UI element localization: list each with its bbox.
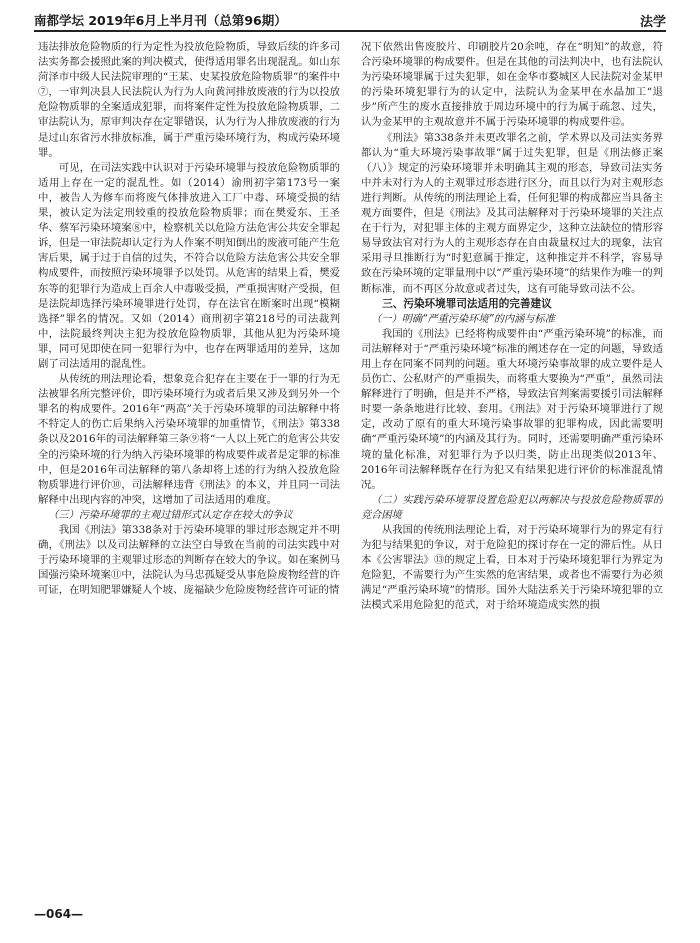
- left-paragraph: 从传统的刑法理论看，想象竞合犯存在主要在于一罪的行为无法被罪名所完整评价，即污染环境行为或者后果又涉及到另外一个罪名的构成要件。2016年“两高”关于污染环境罪的司法解释中将不特定人的伤亡后果纳入污染环境罪的加重情节，《刑法》第338条以及2016年的司法解释第三条⑨将“一人以上死亡的危害公共安全的污染环境的行为纳入污染环境罪的构成要件或者是定罪的标准中，但是2016年司法解释的第八条却将上述的行为纳入投放危险物质罪进行评价⑩，司法解释违背《刑法》的本义，并且同一司法解释中出现内容的冲突，这增加了司法适用的难度。: [38, 373, 340, 506]
- right-section-heading: 三、污染环境罪司法适用的完善建议: [382, 297, 552, 310]
- left-column: [38, 40, 340, 900]
- right-paragraph: 我国的《刑法》已经将构成要件由“严重污染环境”的标准，而司法解释对于“严重污染环境”标准的阐述存在一定的问题，导致适用上存在同案不同判的问题。重大环境污染事故罪的成立要件是人员伤亡、公私财产的严重损失，而将重大要换为“严重”，虽然司法解释进行了明确，但是并不严格，导致法官判案需要援引司法解释时要一条条地进行比较、套用。《刑法》对于污染环境罪进行了规定，改动了原有的重大环境污染事故罪的犯罪构成，因此需要明确“严重污染环境”的内涵及其行为。同时，还需要明确严重污染环境的量化标准，对犯罪行为予以归类，防止出现类似2013年、2016年司法解释既存在行为犯又有结果犯进行评价的标准混乱情况。: [361, 327, 663, 491]
- right-paragraph: 况下依然出售废胶片、印刷胶片20余吨，存在“明知”的故意，符合污染环境罪的构成要件。但是在其他的司法判决中，也有法院认为污染环境罪属于过失犯罪，如在金华市婺城区人民法院对金某甲的污染环境犯罪行为的认定中，法院认为金某甲在水晶加工“退步”所产生的废水直接排放于周边环境中的行为属于疏忽、过失，认为金某甲的主观故意并不属于污染环境罪的构成要件⑫。: [361, 41, 663, 129]
- left-paragraph: 违法排放危险物质的行为定性为投放危险物质，导致后续的许多司法实务都会援照此案的判决模式，使得适用罪名出现混乱。如山东菏泽市中级人民法院审理的“王某、史某投放危险物质罪”的案件中⑦，一审判决县人民法院认为行为人向黄河排放废液的行为以投放危险物质罪的全案适成犯罪，而将案件定性为投放危险物质罪，二审法院认为，原审判决存在定罪错误，认为行为人排放废液的行为是过山东省污水排放标准，属于严重污染环境行为，构成污染环境罪。: [38, 41, 340, 159]
- running-header: [34, 8, 666, 32]
- section-name: 法学: [639, 15, 666, 30]
- page-number: —064—: [34, 907, 84, 921]
- journal-issue: 南都学坛 2019年6月上半月刊（总第96期）: [34, 13, 287, 28]
- right-paragraph: 从我国的传统刑法理论上看，对于污染环境罪行为的界定有行为犯与结果犯的争议，对于危险犯的探讨存在一定的滞后性。从日本《公害罪法》⑬的规定上看，日本对于污染环境犯罪行为界定为危险犯，不需要行为产生实然的危害结果，或者也不需要行为必须满足“严重污染环境”的情形。国外大陆法系关于污染环境犯罪的立法模式采用危险犯的范式，对于给环境造成实然的损: [361, 524, 663, 612]
- left-paragraph: 我国《刑法》第338条对于污染环境罪的罪过形态规定并不明确，《刑法》以及司法解释的立法空白导致在当前的司法实践中对于污染环境罪的主观罪过形态的判断存在较大的争议。如在案例马国强污染环境案⑪中，法院认为马忠孤疑受从事危险废物经营的许可证，在明知肥罪嫌疑人个坡、庞福缺少危险废物经营许可证的情: [38, 524, 340, 597]
- left-paragraph: 可见，在司法实践中认识对于污染环境罪与投放危险物质罪的适用上存在一定的混乱性。如（2014）渝刑初字第173号一案中，被告人为修车而将废气体排放进入工厂中毒、环境受损的结果，被认定为法定刑较重的投放危险物质罪；而在樊爱东、王圣华、蔡军污染环境案⑧中，检察机关以危险方法危害公共安全罪起诉，但是一审法院却认定行为人作案不明知倒出的废液可能产生危害后果，属于过于自信的过失，不符合以危险方法危害公共安全罪构成要件，而按照污染环境罪予以处罚。从危害的结果上看，樊爱东等的犯罪行为造成上百余人中毒吸受损，严重损害财产受损，但是法院却选择污染环境罪进行处罚，存在法官在断案时出现“模糊选择”罪名的情况。又如（2014）商刑初字第218号的司法裁判中，法院最终判决主犯为投放危险物质罪，其他从犯为污染环境罪，同可见即使在同一犯罪行为中，也存在两罪适用的差异，这加剧了司法适用的混乱性。: [38, 161, 340, 370]
- left-subsection-heading: （三）污染环境罪的主观过错形式认定存在较大的争议: [48, 509, 293, 521]
- right-subsection-heading: （二）实践污染环境罪设置危险犯以两解决与投放危险物质罪的竞合困境: [361, 494, 663, 521]
- header-rule: [34, 30, 666, 32]
- right-column: [361, 40, 663, 900]
- right-paragraph: 《刑法》第338条并未更改罪名之前，学术界以及司法实务界都认为“重大环境污染事故罪”属于过失犯罪，但是《刑法修正案（八）》规定的污染环境罪并未明确其主观的形态，导致司法实务中并未对行为人的主观罪过形态进行区分，而且以行为对主观形态进行判断。从传统的刑法理论上看，任何犯罪的构成都应当具备主观方面要件，但是《刑法》及其司法解释对于污染环境罪的关注点在于行为，对犯罪主体的主观方面界定少，这种立法缺位的情形容易导致法官对行为人的主观形态存在自由裁量权过大的现象，法官采用寻旦推断行为“时犯意属于推定，这种推定并不科学，容易导致在污染环境的定罪量刑中以“严重污染环境”的结果作为唯一的判断标准，而不再区分故意或者过失，这有可能导致司法不公。: [361, 131, 663, 295]
- right-subsection-heading: （一）明确“严重污染环境”的内涵与标准: [371, 313, 555, 325]
